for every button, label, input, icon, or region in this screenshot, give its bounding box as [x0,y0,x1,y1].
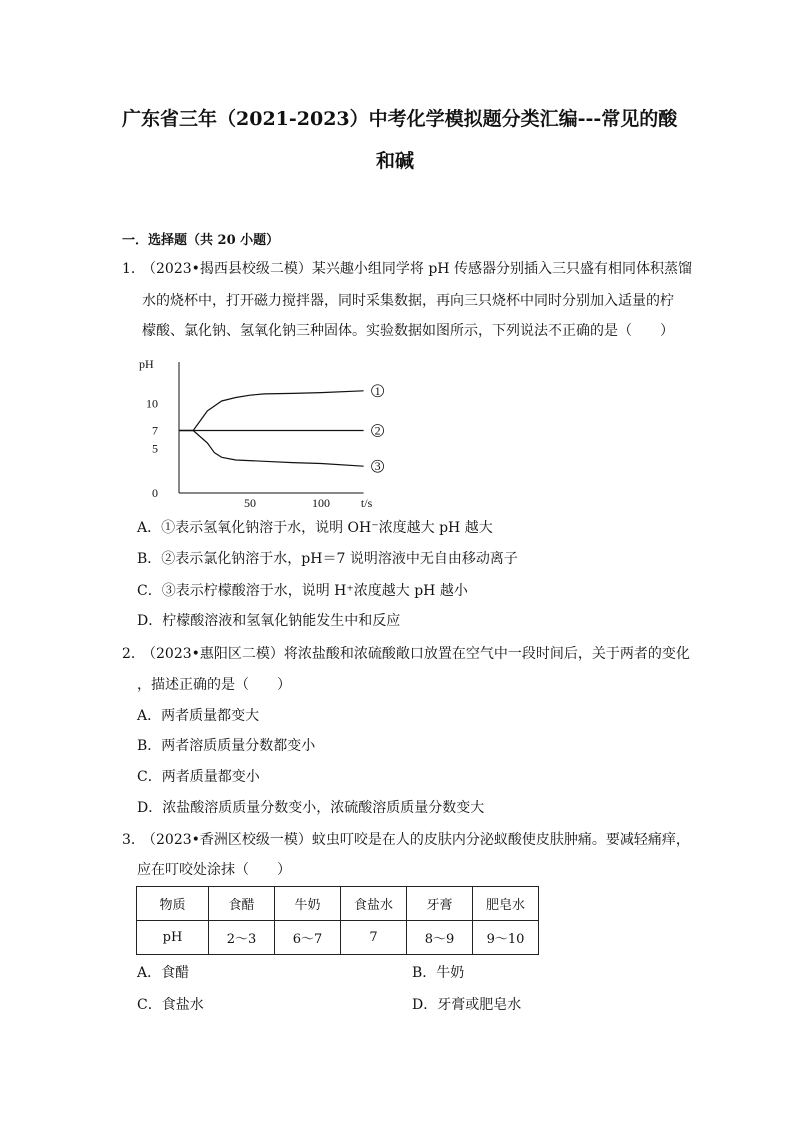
option-a[interactable]: A．两者质量都变大 [137,708,260,724]
option-c[interactable]: C．两者质量都变小 [137,769,260,785]
y-tick-label: 5 [152,441,158,456]
y-tick-label: 10 [146,396,158,411]
table-cell: 8～9 [407,921,473,955]
table-cell: pH [137,921,209,955]
option-d[interactable]: D．柠檬酸溶液和氢氧化钠能发生中和反应 [137,613,401,629]
table-cell: 肥皂水 [473,887,539,921]
option-b[interactable]: B．两者溶质质量分数都变小 [137,738,316,754]
table-cell: 食醋 [209,887,275,921]
question-number: 3． [122,832,145,848]
table-cell: 6～7 [275,921,341,955]
table-cell: 物质 [137,887,209,921]
table-cell: 牙膏 [407,887,473,921]
table-cell: 2～3 [209,921,275,955]
x-tick-label: 50 [244,496,256,510]
option-d[interactable]: D．牙膏或肥皂水 [412,997,522,1013]
series-label-3: 3 [374,459,381,474]
question-text-line: ，描述正确的是（ ） [137,677,291,693]
series-label-1: 1 [374,383,381,398]
option-a[interactable]: A．①表示氢氧化钠溶于水，说明 OH⁻浓度越大 pH 越大 [137,520,493,536]
question-text-line: （2023•香洲区校级一模）蚊虫叮咬是在人的皮肤内分泌蚁酸使皮肤肿痛。要减轻痛痒， [142,832,690,848]
y-tick-label: 0 [152,486,158,500]
x-axis-label: t/s [360,496,373,510]
option-c[interactable]: C．③表示柠檬酸溶于水，说明 H⁺浓度越大 pH 越小 [137,583,468,599]
page-title-continued: 和碱 [376,150,415,172]
question-number: 2． [122,646,145,662]
question-number: 1． [122,261,145,277]
table-cell: 9～10 [473,921,539,955]
x-tick-label: 100 [312,496,330,510]
option-d[interactable]: D．浓盐酸溶质质量分数变小，浓硫酸溶质质量分数变大 [137,800,485,816]
question-text-line: （2023•揭西县校级二模）某兴趣小组同学将 pH 传感器分别插入三只盛有相同体积蒸馏 [142,261,692,277]
table-cell: 食盐水 [341,887,407,921]
option-b[interactable]: B．牛奶 [412,965,465,981]
ph-table [136,886,539,955]
question-text-line: （2023•惠阳区二模）将浓盐酸和浓硫酸敞口放置在空气中一段时间后，关于两者的变化 [142,646,690,662]
y-tick-label: 7 [152,423,158,438]
table-row [137,887,539,921]
table-cell: 7 [341,921,407,955]
series-line-3 [179,431,364,467]
section-heading: 一．选择题（共 20 小题） [122,233,280,248]
y-axis-label: pH [139,357,154,371]
question-text-line: 应在叮咬处涂抹（ ） [137,862,291,878]
question-text-line: 水的烧杯中，打开磁力搅拌器，同时采集数据，再向三只烧杯中同时分别加入适量的柠 [142,293,674,309]
ph-chart [130,350,390,510]
series-line-1 [179,391,364,431]
option-a[interactable]: A．食醋 [137,965,190,981]
question-text-line: 檬酸、氯化钠、氢氧化钠三种固体。实验数据如图所示，下列说法不正确的是（ ） [142,323,674,339]
option-c[interactable]: C．食盐水 [137,997,204,1013]
table-row [137,921,539,955]
table-cell: 牛奶 [275,887,341,921]
page-title: 广东省三年（2021-2023）中考化学模拟题分类汇编---常见的酸 [122,108,678,130]
series-label-2: 2 [374,423,381,438]
option-b[interactable]: B．②表示氯化钠溶于水，pH＝7 说明溶液中无自由移动离子 [137,551,518,567]
